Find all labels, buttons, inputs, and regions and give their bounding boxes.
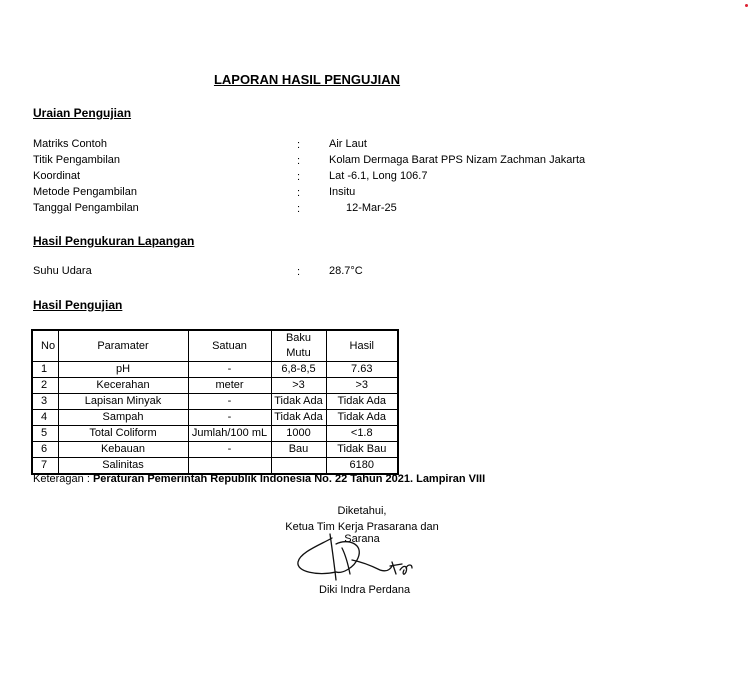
info-row-tanggal	[33, 202, 633, 218]
signature-greeting: Diketahui,	[337, 505, 387, 517]
info-value: Insitu	[329, 186, 356, 198]
cell-no: 2	[32, 378, 58, 394]
table-row	[32, 410, 398, 426]
section-heading-uraian: Uraian Pengujian	[33, 106, 132, 120]
section-heading-lapangan: Hasil Pengukuran Lapangan	[33, 234, 195, 248]
cell-no: 5	[32, 426, 58, 442]
cell-baku-mutu: Bau	[271, 442, 326, 458]
cell-hasil: Tidak Ada	[326, 410, 398, 426]
cell-baku-mutu: >3	[271, 378, 326, 394]
cell-parameter: Lapisan Minyak	[58, 394, 188, 410]
info-value: Air Laut	[329, 138, 367, 150]
info-label: Tanggal Pengambilan	[33, 202, 139, 214]
cell-hasil: >3	[326, 378, 398, 394]
info-value: Kolam Dermaga Barat PPS Nizam Zachman Jakarta	[329, 154, 586, 166]
table-row	[32, 442, 398, 458]
cell-parameter: Sampah	[58, 410, 188, 426]
cell-satuan: -	[188, 410, 271, 426]
note	[33, 473, 485, 485]
info-row-koordinat	[33, 170, 633, 186]
info-label: Matriks Contoh	[33, 138, 107, 150]
info-colon: :	[297, 139, 301, 151]
info-colon: :	[297, 171, 301, 183]
cell-satuan: -	[188, 394, 271, 410]
info-value: 12-Mar-25	[346, 202, 397, 214]
cell-satuan: -	[188, 442, 271, 458]
cell-hasil: <1.8	[326, 426, 398, 442]
note-prefix: Keteragan :	[33, 473, 93, 485]
info-colon: :	[297, 266, 301, 278]
signatory-name: Diki Indra Perdana	[319, 584, 411, 596]
cell-satuan	[188, 458, 271, 475]
corner-mark	[745, 4, 748, 7]
table-row	[32, 378, 398, 394]
header-no: No	[32, 330, 58, 362]
table-row	[32, 394, 398, 410]
info-colon: :	[297, 155, 301, 167]
info-label: Suhu Udara	[33, 265, 92, 277]
info-label: Koordinat	[33, 170, 81, 182]
table-row	[32, 362, 398, 378]
cell-baku-mutu: 1000	[271, 426, 326, 442]
info-value: Lat -6.1, Long 106.7	[329, 170, 428, 182]
info-row-metode	[33, 186, 633, 202]
info-value: 28.7°C	[329, 265, 363, 277]
info-row-suhu	[33, 265, 633, 281]
info-label: Metode Pengambilan	[33, 186, 137, 198]
cell-no: 3	[32, 394, 58, 410]
info-colon: :	[297, 203, 301, 215]
cell-no: 1	[32, 362, 58, 378]
cell-satuan: Jumlah/100 mL	[188, 426, 271, 442]
info-colon: :	[297, 187, 301, 199]
info-label: Titik Pengambilan	[33, 154, 121, 166]
cell-parameter: pH	[58, 362, 188, 378]
signature-image	[292, 530, 422, 586]
cell-no: 4	[32, 410, 58, 426]
cell-no: 6	[32, 442, 58, 458]
cell-parameter: Kecerahan	[58, 378, 188, 394]
cell-baku-mutu: Tidak Ada	[271, 394, 326, 410]
cell-satuan: meter	[188, 378, 271, 394]
cell-hasil: Tidak Bau	[326, 442, 398, 458]
table-row	[32, 426, 398, 442]
report-title: LAPORAN HASIL PENGUJIAN	[213, 72, 401, 87]
cell-hasil: 6180	[326, 458, 398, 475]
table-row	[32, 458, 398, 475]
signature-title: Ketua Tim Kerja Prasarana dan Sarana	[285, 521, 439, 545]
info-row-titik	[33, 154, 633, 170]
cell-parameter: Total Coliform	[58, 426, 188, 442]
cell-baku-mutu	[271, 458, 326, 475]
cell-no: 7	[32, 458, 58, 475]
header-hasil: Hasil	[326, 330, 398, 362]
cell-parameter: Kebauan	[58, 442, 188, 458]
header-parameter: Paramater	[58, 330, 188, 362]
results-table	[31, 329, 399, 475]
cell-parameter: Salinitas	[58, 458, 188, 475]
cell-satuan: -	[188, 362, 271, 378]
header-baku-mutu: Baku Mutu	[271, 330, 326, 362]
cell-hasil: 7.63	[326, 362, 398, 378]
cell-baku-mutu: Tidak Ada	[271, 410, 326, 426]
info-row-matriks	[33, 138, 633, 154]
table-header-row	[32, 330, 398, 362]
cell-baku-mutu: 6,8-8,5	[271, 362, 326, 378]
section-heading-hasil: Hasil Pengujian	[33, 298, 123, 312]
header-satuan: Satuan	[188, 330, 271, 362]
cell-hasil: Tidak Ada	[326, 394, 398, 410]
note-text: Peraturan Pemerintah Republik Indonesia No. 22 Tahun 2021. Lampiran VIII	[92, 473, 486, 485]
